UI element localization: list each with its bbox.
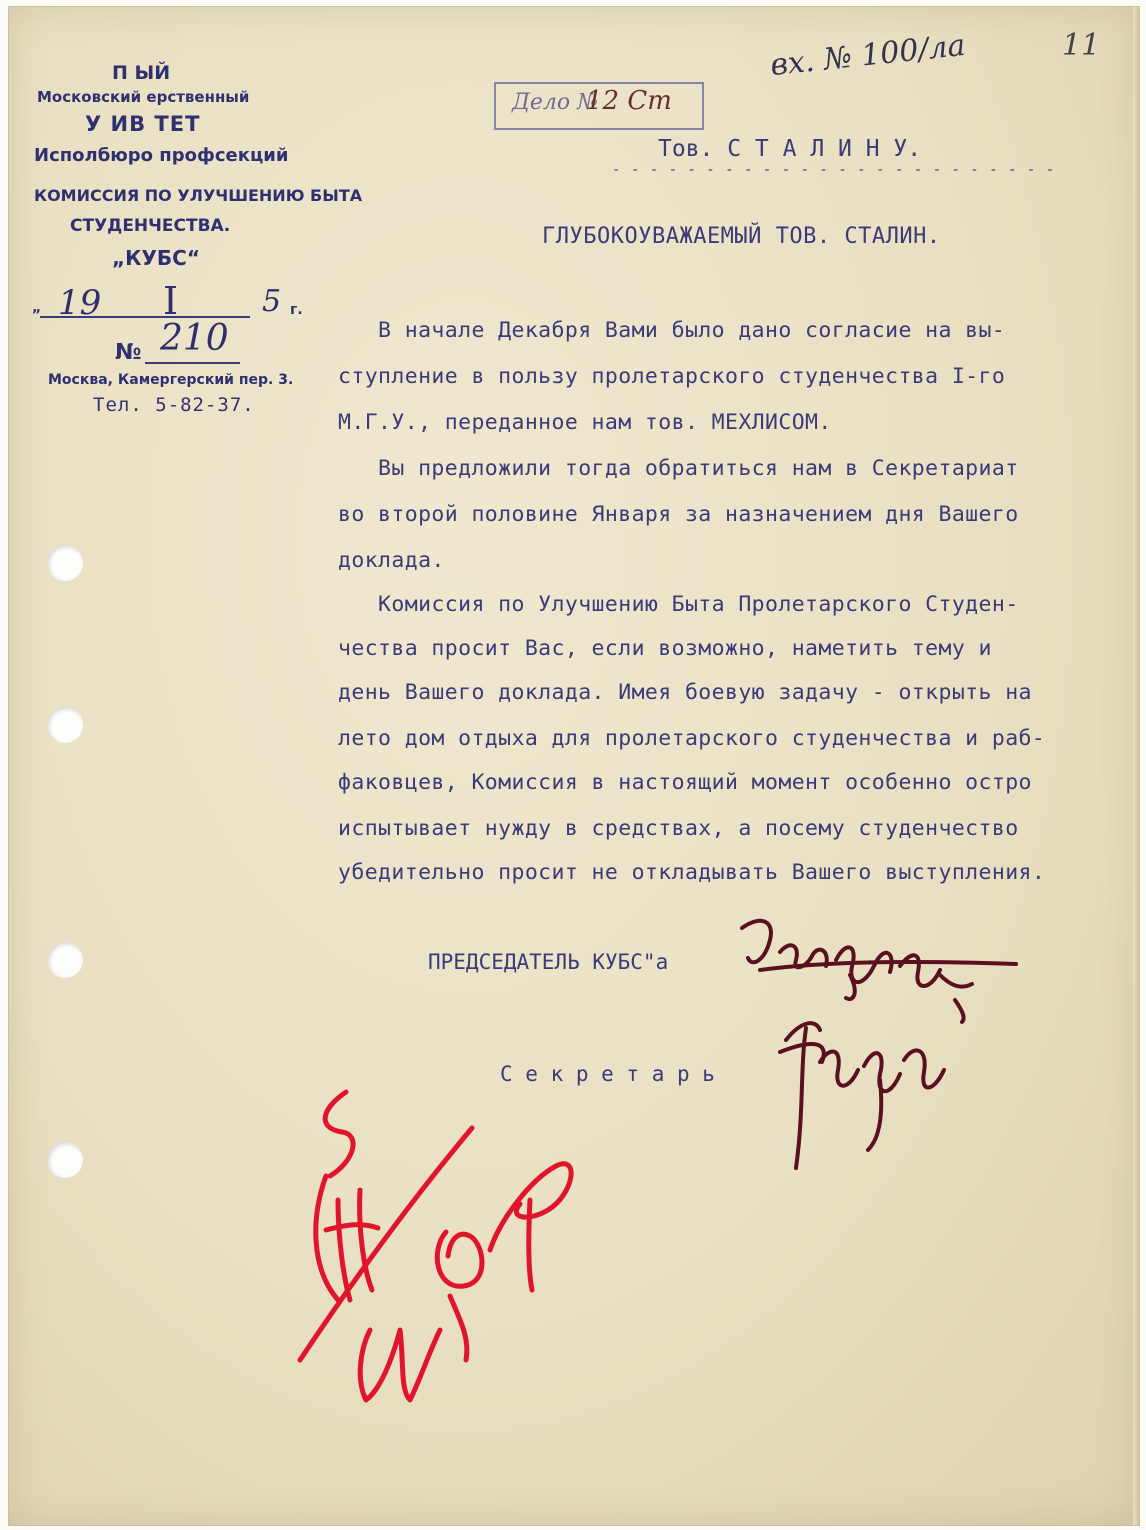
stamp-line-6: СТУДЕНЧЕСТВА. (70, 216, 231, 236)
secretary-signature (780, 1023, 944, 1168)
body-line: Вы предложили тогда обратиться нам в Секретариат (338, 456, 1019, 481)
body-line: убедительно просит не откладывать Вашего выступления. (338, 860, 1046, 885)
stamp-date-month: I (163, 279, 179, 323)
secretary-label: С е к р е т а р ь (500, 1062, 715, 1086)
body-line: лето дом отдыха для пролетарского студенчества и раб- (338, 726, 1046, 751)
body-line: Комиссия по Улучшению Быта Пролетарского Студен- (338, 592, 1019, 617)
body-line: М.Г.У., переданное нам тов. МЕХЛИСОМ. (338, 410, 832, 435)
addressee-underline: - - - - - - - - - - - - - - - - - - - - - - - - (612, 162, 1056, 178)
red-pencil-resolution (300, 1092, 571, 1400)
body-line: доклада. (338, 548, 445, 573)
stamp-line-5: КОМИССИЯ ПО УЛУЧШЕНИЮ БЫТА (34, 186, 363, 205)
body-line: день Вашего доклада. Имея боевую задачу - открыть на (338, 680, 1032, 705)
stamp-address: Москва, Камергерский пер. 3. (48, 372, 294, 388)
body-line: В начале Декабря Вами было дано согласие на вы- (338, 318, 1006, 343)
stamp-date-prefix: „ (32, 300, 42, 316)
stamp-line-7: „КУБС“ (112, 246, 200, 270)
body-line: факовцев, Комиссия в настоящий момент особенно остро (338, 770, 1032, 795)
case-number-value: 12 Ст (586, 86, 672, 116)
case-number-label: Дело № (512, 90, 598, 115)
chairman-label: ПРЕДСЕДАТЕЛЬ КУБС"а (428, 950, 669, 974)
stamp-line-2: Московский ерственный (37, 88, 250, 106)
stamp-number-value: 210 (160, 318, 229, 359)
body-line: чества просит Вас, если возможно, наметить тему и (338, 636, 992, 661)
chairman-signature (742, 921, 1016, 1022)
stamp-date-year: 5 (262, 284, 282, 319)
stamp-line-3: У ИВ ТЕТ (85, 112, 201, 136)
stamp-line-4: Исполбюро профсекций (34, 145, 289, 166)
body-line: ступление в пользу пролетарского студенчества I-го (338, 364, 1006, 389)
stamp-number-label: № (115, 340, 142, 365)
addressee: Тов. С Т А Л И Н У. (658, 136, 922, 162)
greeting: ГЛУБОКОУВАЖАЕМЫЙ ТОВ. СТАЛИН. (542, 224, 941, 249)
stamp-date-day: 19 (58, 283, 102, 323)
body-line: испытывает нужду в средствах, а посему студенчество (338, 816, 1019, 841)
stamp-phone: Тел. 5-82-37. (93, 394, 255, 416)
body-line: во второй половине Января за назначением дня Вашего (338, 502, 1019, 527)
page-number: 11 (1062, 28, 1101, 63)
incoming-note: вх. № 100/ла (768, 27, 968, 84)
stamp-line-1: П ЫЙ (112, 62, 171, 84)
stamp-date-g: г. (290, 302, 303, 318)
